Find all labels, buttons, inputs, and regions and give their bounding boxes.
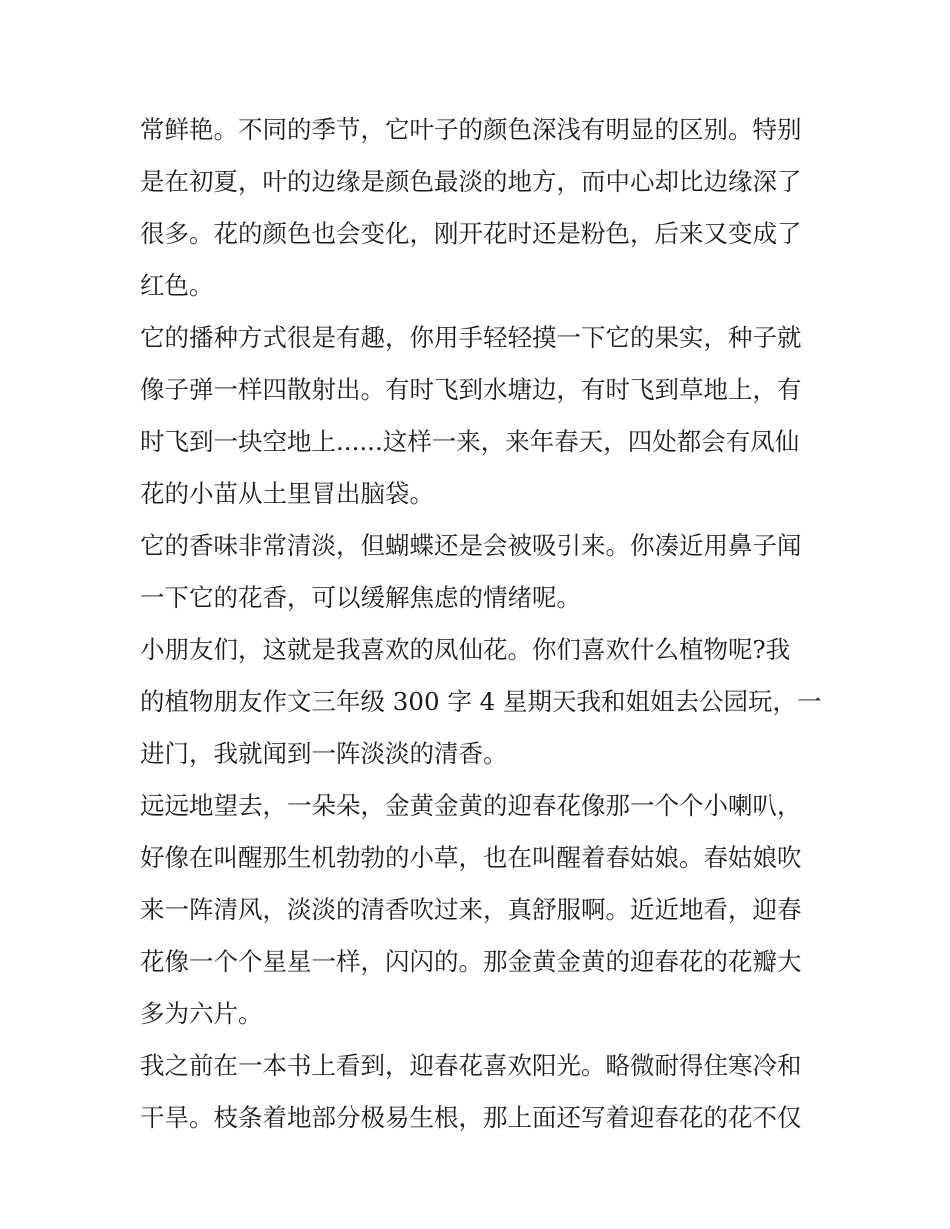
document-body — [140, 104, 820, 1144]
text-line: 的植物朋友作文三年级 300 字 4 星期天我和姐姐去公园玩，一 — [140, 687, 822, 716]
text-line: 它的香味非常清淡，但蝴蝶还是会被吸引来。你凑近用鼻子闻 — [140, 531, 802, 560]
text-line: 它的播种方式很是有趣，你用手轻轻摸一下它的果实，种子就 — [140, 323, 802, 352]
text-line: 好像在叫醒那生机勃勃的小草，也在叫醒着春姑娘。春姑娘吹 — [140, 843, 802, 872]
text-line: 红色。 — [140, 271, 214, 300]
text-line: 时飞到一块空地上......这样一来，来年春天，四处都会有凤仙 — [140, 427, 800, 456]
text-line: 一下它的花香，可以缓解焦虑的情绪呢。 — [140, 583, 581, 612]
text-line: 多为六片。 — [140, 999, 263, 1028]
text-line: 常鲜艳。不同的季节，它叶子的颜色深浅有明显的区别。特别 — [140, 115, 802, 144]
text-line: 小朋友们，这就是我喜欢的凤仙花。你们喜欢什么植物呢?我 — [140, 635, 791, 664]
text-line: 来一阵清风，淡淡的清香吹过来，真舒服啊。近近地看，迎春 — [140, 895, 802, 924]
text-line: 我之前在一本书上看到，迎春花喜欢阳光。略微耐得住寒冷和 — [140, 1051, 802, 1080]
text-line: 是在初夏，叶的边缘是颜色最淡的地方，而中心却比边缘深了 — [140, 167, 802, 196]
text-line: 花像一个个星星一样，闪闪的。那金黄金黄的迎春花的花瓣大 — [140, 947, 802, 976]
text-line: 进门，我就闻到一阵淡淡的清香。 — [140, 739, 508, 768]
text-line: 干旱。枝条着地部分极易生根，那上面还写着迎春花的花不仅 — [140, 1103, 802, 1132]
text-line: 花的小苗从土里冒出脑袋。 — [140, 479, 434, 508]
text-line: 像子弹一样四散射出。有时飞到水塘边，有时飞到草地上，有 — [140, 375, 802, 404]
text-line: 远远地望去，一朵朵，金黄金黄的迎春花像那一个个小喇叭， — [140, 791, 802, 820]
text-line: 很多。花的颜色也会变化，刚开花时还是粉色，后来又变成了 — [140, 219, 802, 248]
